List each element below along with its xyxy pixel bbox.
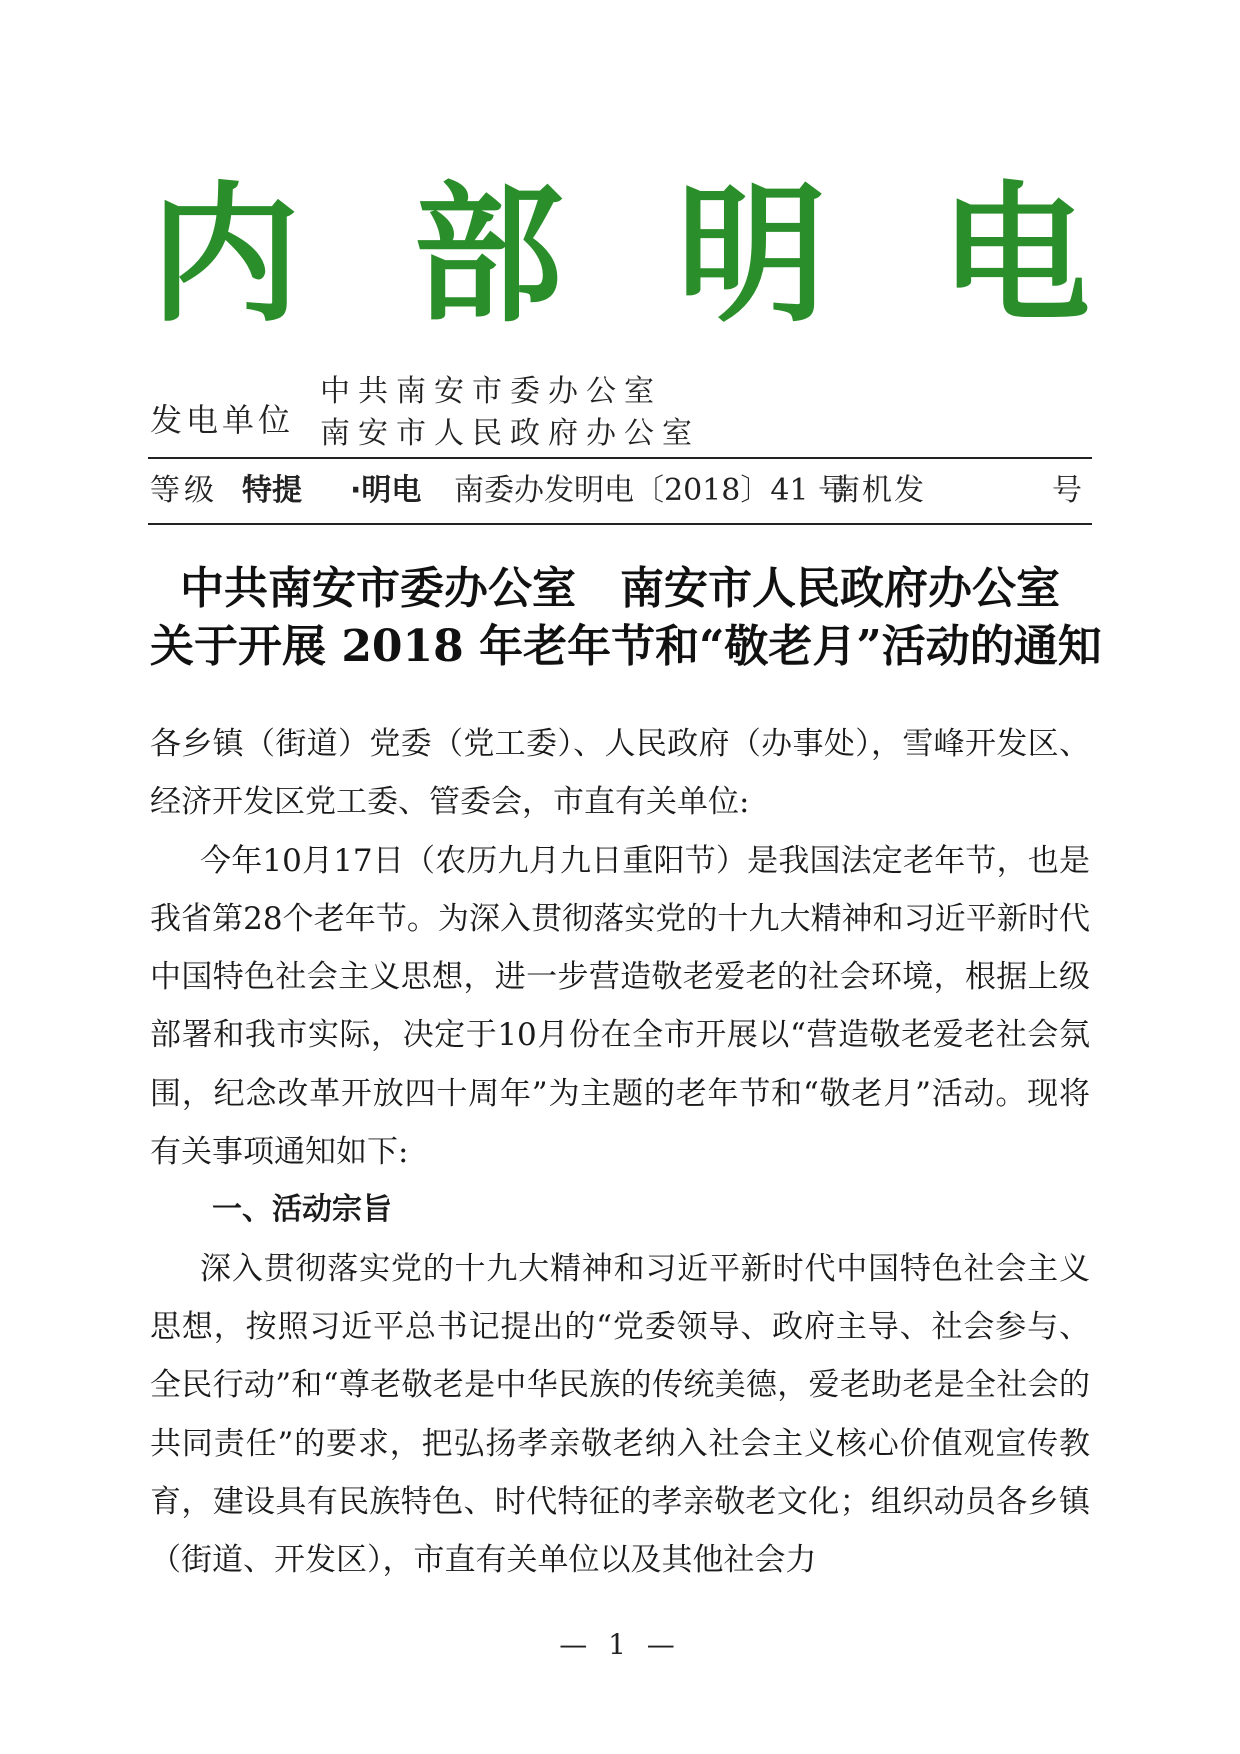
hao-label: 号 bbox=[1052, 473, 1082, 508]
body-paragraph: 深入贯彻落实党的十九大精神和习近平新时代中国特色社会主义思想，按照习近平总书记提出的“党委领导、政府主导、社会参与、全民行动”和“尊老敬老是中华民族的传统美德，爱老助老是全社会的共同责任”的要求，把弘扬孝亲敬老纳入社会主义核心价值观宣传教育，建设具有民族特色、时代特征的孝亲敬老文化；组织动员各乡镇（街道、开发区），市直有关单位以及其他社会力 bbox=[150, 1250, 1090, 1579]
sender-unit: 南安市人民政府办公室 bbox=[320, 416, 700, 451]
masthead-char: 明 bbox=[676, 167, 827, 343]
sender-unit: 中共南安市委办公室 bbox=[320, 374, 662, 409]
grade-value: 特提 bbox=[242, 473, 302, 508]
page-number: — 1 — bbox=[559, 1628, 681, 1661]
masthead-char: 部 bbox=[413, 167, 564, 343]
telegram-type: ·明电 bbox=[350, 473, 422, 508]
section-heading: 一、活动宗旨 bbox=[212, 1192, 392, 1228]
title-line: 中共南安市委办公室 南安市人民政府办公室 bbox=[180, 563, 1060, 614]
body-paragraph: 今年10月17日（农历九月九日重阳节）是我国法定老年节，也是我省第28个老年节。为深入贯彻落实党的十九大精神和习近平新时代中国特色社会主义思想，进一步营造敬老爱老的社会环境，根据上级部署和我市实际，决定于10月份在全市开展以“营造敬老爱老社会氛围，纪念改革开放四十周年”为主题的老年节和“敬老月”活动。现将有关事项通知如下: bbox=[150, 842, 1090, 1171]
sender-units bbox=[320, 371, 700, 455]
telegram-meta-row bbox=[150, 465, 1090, 517]
nanji-label: 南机发 bbox=[830, 473, 926, 508]
title-line: 关于开展 2018 年老年节和“敬老月”活动的通知 bbox=[150, 621, 1102, 672]
masthead-title bbox=[150, 167, 1090, 343]
document-body bbox=[150, 715, 1090, 1589]
sender-block bbox=[150, 375, 1090, 455]
masthead-char: 电 bbox=[939, 167, 1090, 343]
grade-label: 等级 bbox=[150, 473, 218, 508]
masthead-char: 内 bbox=[150, 167, 301, 343]
divider-line bbox=[148, 457, 1092, 459]
document-title bbox=[150, 560, 1102, 676]
addressee: 各乡镇（街道）党委（党工委）、人民政府（办事处），雪峰开发区、经济开发区党工委、管委会，市直有关单位: bbox=[150, 726, 1090, 821]
sender-label: 发电单位 bbox=[150, 401, 295, 439]
divider-line bbox=[148, 523, 1092, 525]
document-number: 南委办发明电〔2018〕41 号 bbox=[454, 473, 849, 508]
